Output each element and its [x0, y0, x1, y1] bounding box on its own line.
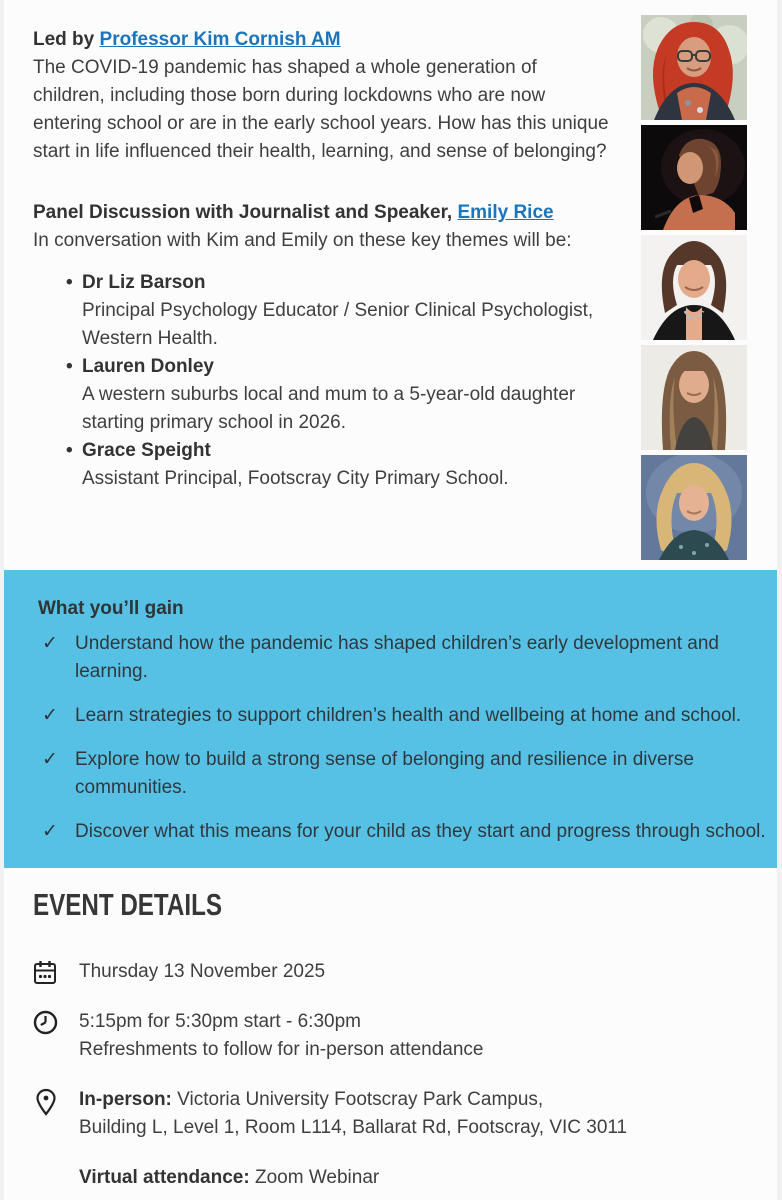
grace-speight-photo	[641, 455, 747, 560]
panel-intro-text: In conversation with Kim and Emily on these key themes will be:	[33, 230, 572, 251]
lauren-donley-photo	[641, 345, 747, 450]
speaker-role: A western suburbs local and mum to a 5-year-old daughter	[82, 384, 576, 405]
bullet-icon: •	[66, 272, 73, 293]
calendar-icon	[33, 958, 79, 986]
event-location-address: Building L, Level 1, Room L114, Ballarat Rd, Footscray, VIC 3011	[79, 1117, 628, 1138]
in-person-label: In-person:	[79, 1089, 172, 1110]
event-virtual-row	[33, 1164, 777, 1192]
virtual-attendance	[79, 1164, 379, 1192]
kim-cornish-photo	[641, 15, 747, 120]
speaker-photos-column	[641, 15, 747, 565]
led-by-label: Led by	[33, 29, 100, 50]
clock-icon	[33, 1008, 79, 1064]
speaker-name: Grace Speight	[82, 440, 211, 461]
checkmark-icon: ✓	[42, 749, 58, 770]
location-pin-icon	[33, 1086, 79, 1142]
panel-discussion-label: Panel Discussion with Journalist and Speaker,	[33, 202, 458, 223]
spacer	[33, 1164, 79, 1192]
speaker-role: Western Health.	[82, 328, 218, 349]
list-item	[34, 702, 747, 730]
liz-barson-photo	[641, 235, 747, 340]
speaker-name: Dr Liz Barson	[82, 272, 206, 293]
list-item	[34, 746, 747, 802]
list-item	[34, 630, 747, 686]
virtual-attendance-label: Virtual attendance:	[79, 1167, 250, 1188]
in-person-value: Victoria University Footscray Park Campus,	[171, 1089, 544, 1110]
checkmark-icon: ✓	[42, 633, 58, 654]
bullet-icon: •	[66, 356, 73, 377]
event-location	[79, 1086, 627, 1114]
kim-cornish-link[interactable]: Professor Kim Cornish AM	[99, 29, 341, 50]
event-time: 5:15pm for 5:30pm start - 6:30pm	[79, 1011, 361, 1032]
list-item	[34, 818, 766, 846]
event-page	[4, 0, 777, 1200]
event-time-note: Refreshments to follow for in-person attendance	[79, 1039, 484, 1060]
event-date-row	[33, 958, 777, 986]
virtual-attendance-value: Zoom Webinar	[249, 1167, 380, 1188]
intro-paragraph-line: entering school or are in the early school years. How has this unique	[33, 113, 609, 134]
checkmark-icon: ✓	[42, 705, 58, 726]
checkmark-icon: ✓	[42, 821, 58, 842]
gain-item-text: Explore how to build a strong sense of belonging and resilience in diverse	[75, 749, 694, 770]
gain-heading: What you’ll gain	[38, 598, 184, 619]
gain-item-text: communities.	[75, 777, 187, 798]
intro-paragraph-line: The COVID-19 pandemic has shaped a whole generation of	[33, 57, 537, 78]
speaker-role: Assistant Principal, Footscray City Primary School.	[82, 468, 509, 489]
event-time-row	[33, 1008, 777, 1064]
event-date: Thursday 13 November 2025	[79, 961, 326, 982]
event-details-heading: EVENT DETAILS	[33, 887, 222, 922]
event-location-row	[33, 1086, 777, 1142]
speaker-name: Lauren Donley	[82, 356, 214, 377]
intro-paragraph-line: children, including those born during lockdowns who are now	[33, 85, 546, 106]
what-youll-gain-panel	[4, 570, 777, 868]
event-details-section	[4, 888, 777, 1192]
emily-rice-photo	[641, 125, 747, 230]
emily-rice-link[interactable]: Emily Rice	[457, 202, 554, 223]
gain-item-text: Learn strategies to support children’s health and wellbeing at home and school.	[75, 705, 742, 726]
gain-item-text: Discover what this means for your child as they start and progress through school.	[75, 821, 766, 842]
speaker-role: starting primary school in 2026.	[82, 412, 347, 433]
gain-item-text: Understand how the pandemic has shaped children’s early development and	[75, 633, 719, 654]
bullet-icon: •	[66, 440, 73, 461]
speaker-role: Principal Psychology Educator / Senior Clinical Psychologist,	[82, 300, 594, 321]
gain-item-text: learning.	[75, 661, 148, 682]
intro-paragraph-line: start in life influenced their health, learning, and sense of belonging?	[33, 141, 607, 162]
